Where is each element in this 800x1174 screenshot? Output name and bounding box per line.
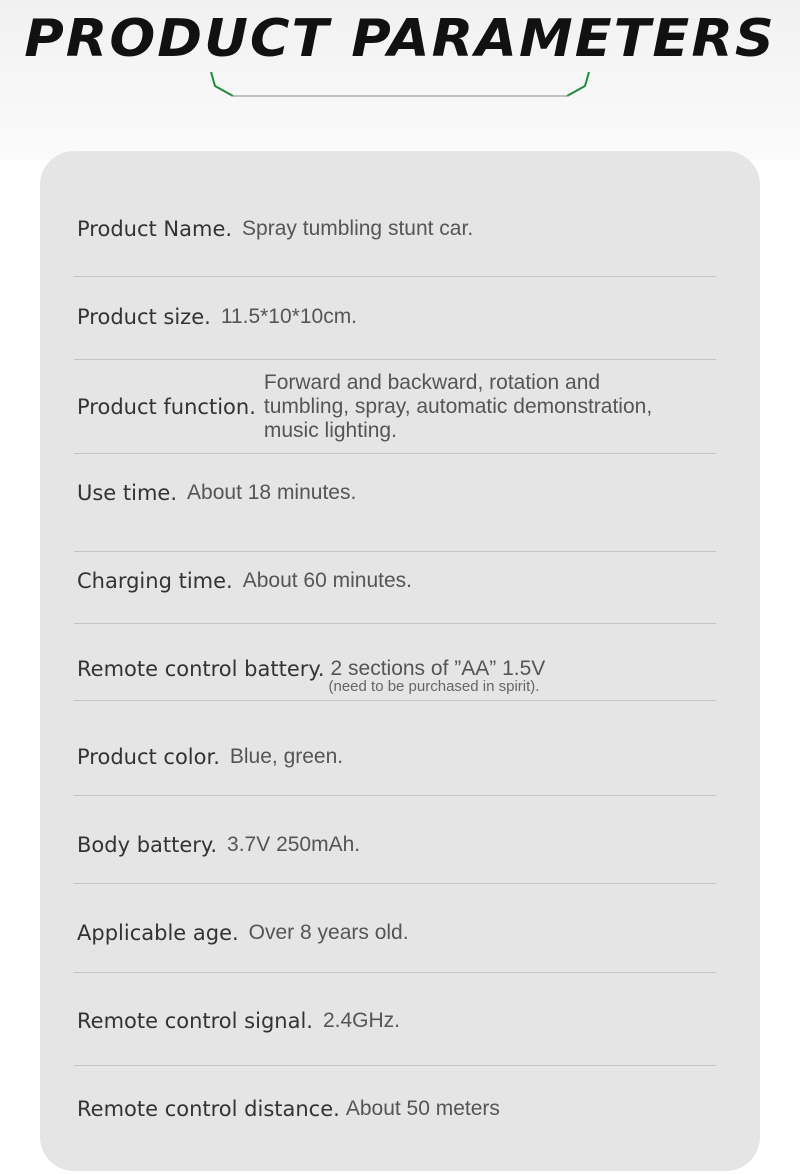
param-label: Product color. — [77, 745, 220, 769]
param-value-main: 2 sections of ”AA” 1.5V — [330, 657, 546, 680]
param-row-product-function — [77, 371, 652, 443]
param-label: Product Name. — [77, 217, 233, 241]
row-divider — [74, 1065, 716, 1066]
param-label: Use time. — [77, 481, 178, 505]
param-row-applicable-age — [77, 921, 409, 945]
param-row-product-size — [77, 305, 357, 329]
param-row-remote-battery — [77, 657, 545, 695]
param-label: Remote control signal. — [77, 1009, 313, 1033]
param-value: 2.4GHz. — [322, 1009, 400, 1032]
param-row-body-battery — [77, 833, 360, 857]
row-divider — [74, 883, 716, 884]
row-divider — [74, 972, 716, 973]
page-title: PRODUCT PARAMETERS — [24, 8, 776, 69]
param-row-product-color — [77, 745, 343, 769]
param-value: Blue, green. — [229, 745, 344, 768]
title-underline-decoration — [205, 68, 595, 102]
param-value: Spray tumbling stunt car. — [242, 217, 474, 240]
param-row-product-name — [77, 217, 473, 241]
param-value: About 18 minutes. — [187, 481, 357, 504]
param-value — [264, 371, 652, 443]
row-divider — [74, 795, 716, 796]
row-divider — [74, 453, 716, 454]
param-label: Remote control distance. — [77, 1097, 340, 1121]
param-value: About 60 minutes. — [242, 569, 412, 592]
row-divider — [74, 276, 716, 277]
row-divider — [74, 551, 716, 552]
param-label: Remote control battery. — [77, 657, 325, 681]
row-divider — [74, 623, 716, 624]
param-row-charging-time — [77, 569, 412, 593]
row-divider — [74, 700, 716, 701]
param-value-line: music lighting. — [263, 419, 397, 442]
param-label: Body battery. — [77, 833, 218, 857]
param-value-line: Forward and backward, rotation and — [263, 371, 601, 394]
param-value-note: (need to be purchased in spirit). — [328, 678, 540, 695]
param-value — [328, 657, 546, 695]
param-label: Charging time. — [77, 569, 233, 593]
param-row-remote-signal — [77, 1009, 400, 1033]
param-value: 3.7V 250mAh. — [227, 833, 361, 856]
param-label: Applicable age. — [77, 921, 239, 945]
param-value: 11.5*10*10cm. — [220, 305, 358, 328]
param-label: Product size. — [77, 305, 211, 329]
param-value: Over 8 years old. — [248, 921, 409, 944]
row-divider — [74, 359, 716, 360]
param-value-line: tumbling, spray, automatic demonstration, — [263, 395, 653, 418]
param-row-remote-distance — [77, 1097, 500, 1121]
param-row-use-time — [77, 481, 356, 505]
param-label: Product function. — [77, 395, 256, 419]
param-value: About 50 meters — [345, 1097, 500, 1120]
